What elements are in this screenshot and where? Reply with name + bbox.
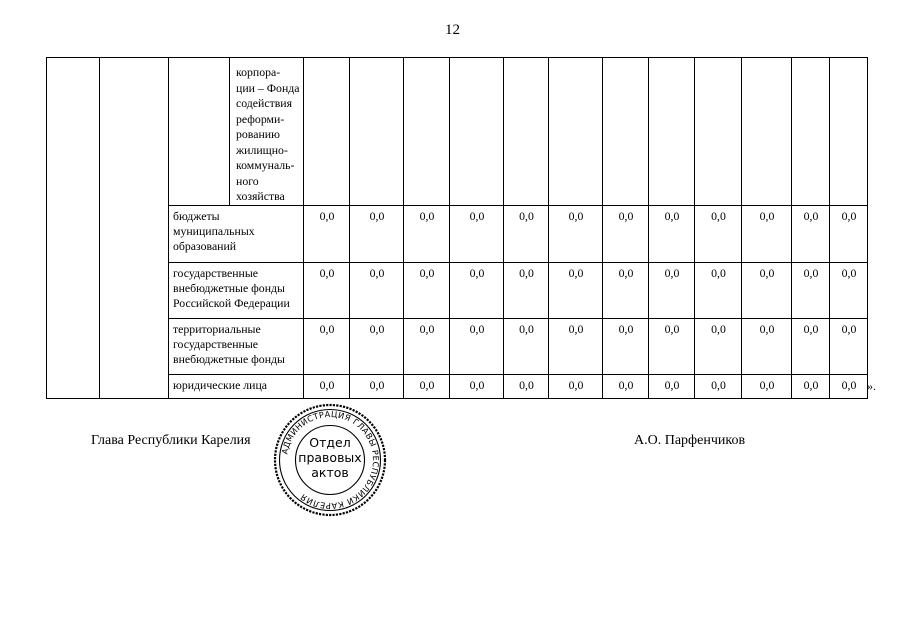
stamp-text-line3: актов (311, 465, 349, 480)
table-cell: 0,0 (792, 374, 830, 398)
official-stamp (272, 402, 388, 518)
table-cell: 0,0 (792, 262, 830, 318)
table-cell: 0,0 (830, 205, 868, 262)
table-cell: 0,0 (504, 262, 549, 318)
table-cell: 0,0 (695, 205, 742, 262)
table-row-continuation (47, 58, 868, 206)
stamp-ring-text: АДМИНИСТРАЦИЯ ГЛАВЫ РЕСПУБЛИКИ КАРЕЛИЯ (279, 408, 382, 512)
row-label: государственные внебюджетные фонды Российской Федерации (169, 262, 304, 318)
table-cell: 0,0 (649, 205, 695, 262)
table-cell: 0,0 (742, 262, 792, 318)
stamp-text-line2: правовых (298, 450, 362, 465)
table-cell: 0,0 (742, 318, 792, 374)
table-cell: 0,0 (603, 205, 649, 262)
table-cell: 0,0 (504, 205, 549, 262)
table-cell: 0,0 (404, 318, 450, 374)
table-cell: 0,0 (450, 262, 504, 318)
table-row (47, 262, 868, 318)
table-cell: 0,0 (649, 318, 695, 374)
stamp-text-line1: Отдел (309, 435, 351, 450)
table-cell: 0,0 (350, 205, 404, 262)
table-cell: 0,0 (695, 318, 742, 374)
table-cell: 0,0 (350, 374, 404, 398)
table-cell: 0,0 (404, 374, 450, 398)
table-cell: 0,0 (450, 205, 504, 262)
table-cell: 0,0 (504, 318, 549, 374)
signature-name: А.О. Парфенчиков (634, 433, 746, 448)
table-cell: 0,0 (304, 262, 350, 318)
cell-executor-column (169, 58, 230, 206)
table-cell: 0,0 (304, 318, 350, 374)
table-row (47, 318, 868, 374)
table-cell: 0,0 (304, 205, 350, 262)
table-cell: 0,0 (603, 374, 649, 398)
table-cell: 0,0 (504, 374, 549, 398)
table-cell: 0,0 (830, 262, 868, 318)
funding-table (46, 57, 868, 399)
row-label: бюджеты муниципальных образований (169, 205, 304, 262)
page-number: 12 (445, 22, 460, 38)
row-label: юридические лица (169, 374, 304, 398)
table-cell: 0,0 (695, 374, 742, 398)
table-cell: 0,0 (649, 374, 695, 398)
table-cell: 0,0 (695, 262, 742, 318)
table-cell: 0,0 (649, 262, 695, 318)
signature-title: Глава Республики Карелия (91, 433, 251, 448)
table-cell: 0,0 (742, 205, 792, 262)
table-cell: 0,0 (603, 318, 649, 374)
table-cell: 0,0 (450, 318, 504, 374)
table-cell: 0,0 (549, 374, 603, 398)
closing-quote: ». (867, 379, 876, 393)
table-cell: 0,0 (549, 262, 603, 318)
table-cell: 0,0 (549, 318, 603, 374)
cell-name-column (100, 58, 169, 399)
table-cell: 0,0 (830, 318, 868, 374)
table-cell: 0,0 (350, 318, 404, 374)
cell-number-column (47, 58, 100, 399)
table-cell: 0,0 (350, 262, 404, 318)
table-cell: 0,0 (792, 318, 830, 374)
table-cell: 0,0 (549, 205, 603, 262)
table-cell: 0,0 (792, 205, 830, 262)
row-label: территориальные государственные внебюджетные фонды (169, 318, 304, 374)
table-cell: 0,0 (304, 374, 350, 398)
table-cell: 0,0 (450, 374, 504, 398)
table-cell: 0,0 (603, 262, 649, 318)
table-cell: 0,0 (404, 205, 450, 262)
table-cell: 0,0 (830, 374, 868, 398)
table-cell: 0,0 (404, 262, 450, 318)
table-row (47, 205, 868, 262)
continuation-label: корпора- ции – Фонда содействия реформи- рованию жилищно- коммуналь- ного хозяйства (230, 58, 304, 206)
table-cell: 0,0 (742, 374, 792, 398)
table-row (47, 374, 868, 398)
